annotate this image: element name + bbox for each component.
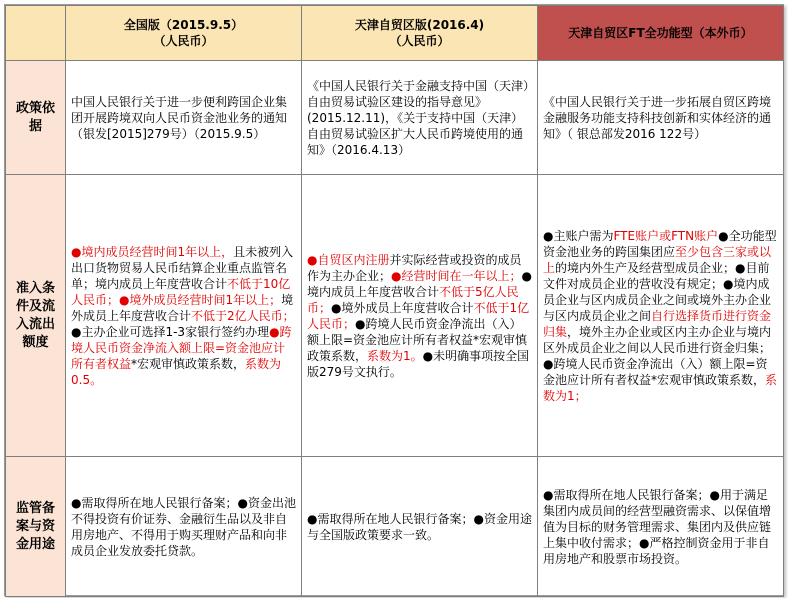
highlight-text: ●境外成员经营时间1年以上；: [119, 292, 282, 307]
highlight-text: ●自贸区内注册: [307, 252, 390, 267]
highlight-text: 不低于1亿人民币；: [307, 300, 530, 331]
supervision-national: ●需取得所在地人民银行备案；●资金出池不得投资有价证券、金融衍生品以及非自用房地产、不得用于购买理财产品和向非成员企业发放委托贷款。: [66, 457, 302, 597]
highlight-text: 不低于5亿人民币；: [307, 284, 519, 315]
supervision-tianjin: ●需取得所在地人民银行备案；●资金用途与全国版政策要求一致。: [302, 457, 538, 597]
policy-comparison-sheet: [4, 4, 784, 596]
body-text: ●主办企业可选择1-3家银行签约办理: [71, 324, 270, 339]
highlight-text: 自行选择货币进行资金归集: [543, 308, 772, 339]
header-national-version: [66, 6, 302, 61]
highlight-text: 系数为1；: [543, 372, 778, 403]
policy-basis-ft: 《中国人民银行关于进一步拓展自贸区跨境金融服务功能支持科技创新和实体经济的通知》（ 银总部发2016 122号）: [538, 61, 784, 175]
highlight-text: ●跨境人民币资金净流入额上限=资金池应计所有者权益: [71, 324, 292, 371]
highlight-text: ●经营时间在一年以上；: [391, 268, 522, 283]
body-text: ●目前文件对成员企业的营收没有规定；: [543, 260, 770, 291]
body-text: *宏观审慎政策系数，: [131, 356, 246, 371]
policy-basis-tianjin: 《中国人民银行关于金融支持中国（天津）自由贸易试验区建设的指导意见》(2015.12.11)，《关于支持中国（天津）自由贸易试验区扩大人民币跨境使用的通知》（2016.4.13）: [302, 61, 538, 175]
body-text: 并实际经营或投资的成员作为主办企业；: [307, 252, 522, 283]
body-text: ●全功能型资金池业务的跨国集团应: [543, 228, 777, 259]
header-tianjin-version: [302, 6, 538, 61]
header-national-currency: （人民币）: [153, 34, 214, 48]
highlight-text: 系数为0.5。: [71, 356, 282, 387]
highlight-text: FTE账户或FTN账户: [613, 228, 719, 243]
highlight-text: ●境内成员经营时间1年以上，: [71, 244, 234, 259]
access-conditions-national: [66, 175, 302, 457]
body-text: 境外成员上年度营收合计: [71, 292, 294, 323]
header-ft-version: 天津自贸区FT全功能型（本外币）: [538, 6, 784, 61]
highlight-text: 系数为1。: [367, 348, 423, 363]
policy-basis-national: 中国人民银行关于进一步便利跨国企业集团开展跨境双向人民币资金池业务的通知（银发[2015]279号）（2015.9.5）: [66, 61, 302, 175]
label-supervision: 监管备案与资金用途: [6, 457, 66, 597]
header-blank-cell: [6, 6, 66, 61]
supervision-ft: ●需取得所在地人民银行备案；●用于满足集团内成员间的经营型融资需求、以保值增值为目标的财务管理需求、集团内及供应链上集中收付需求；●严格控制资金用于非自用房地产和股票市场投资。: [538, 457, 784, 597]
header-tianjin-currency: （人民币）: [389, 34, 450, 48]
body-text: ，境外主办企业或区内主办企业与境内区外成员企业之间以人民币进行资金归集；: [543, 324, 772, 355]
body-text: 的境内外生产及经营型成员企业；: [555, 260, 736, 275]
access-conditions-tianjin: [302, 175, 538, 457]
highlight-text: 不低于10亿人民币；: [71, 276, 291, 307]
row-access-conditions: [6, 175, 784, 457]
body-text: 且未被列入出口货物贸易人民币结算企业重点监管名单；境内成员上年度营收合计: [71, 244, 294, 291]
access-conditions-ft: [538, 175, 784, 457]
highlight-text: 不低于2亿人民币；: [191, 308, 295, 323]
header-row: [6, 6, 784, 61]
label-access-conditions: 准入条件及流入流出额度: [6, 175, 66, 457]
row-policy-basis: [6, 61, 784, 175]
comparison-table: [5, 5, 784, 597]
row-supervision: [6, 457, 784, 597]
header-tianjin-title: 天津自贸区版(2016.4): [354, 18, 485, 32]
header-national-title: 全国版（2015.9.5）: [123, 18, 244, 32]
highlight-text: 至少包含三家或以上: [543, 244, 772, 275]
body-text: ●未明确事项按全国版279号文执行。: [307, 348, 530, 379]
body-text: ●境外成员上年度营收合计: [331, 300, 474, 315]
body-text: ●主账户需为: [543, 228, 614, 243]
label-policy-basis: 政策依据: [6, 61, 66, 175]
body-text: ●跨境人民币资金净流出（入）额上限=资金池应计所有者权益*宏观审慎政策系数，: [307, 316, 528, 363]
body-text: ●跨境人民币资金净流出（入）额上限=资金池应计所有者权益*宏观审慎政策系数，: [543, 356, 768, 387]
body-text: ●境内成员企业与区内成员企业之间或境外主办企业与区内成员企业之间: [543, 276, 772, 323]
body-text: ●境内成员上年度营收合计: [307, 268, 532, 299]
